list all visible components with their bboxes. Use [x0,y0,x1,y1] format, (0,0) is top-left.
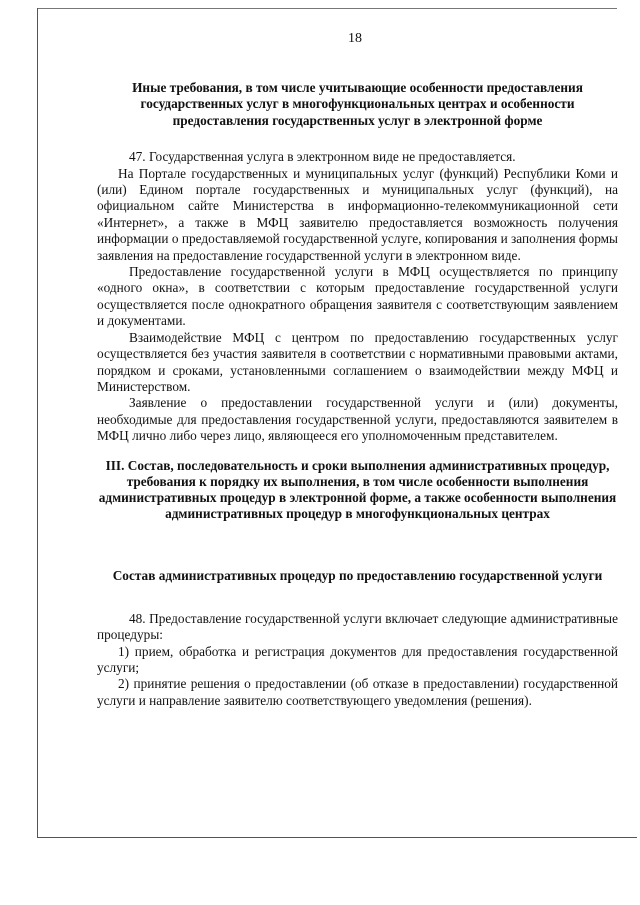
scan-border-bottom [37,837,637,838]
paragraph-one-window: Предоставление государственной услуги в МФЦ осуществляется по принципу «одного окна», в соответствии с которым предоставление государственной услуги осуществляется после однократного обращения заявителя с соответствующим заявлением и документами. [97,264,618,329]
list-item-2: 2) принятие решения о предоставлении (об отказе в предоставлении) государственной услуги и направление заявителю соответствующего уведомления (решения). [97,676,618,708]
chapter-heading: III. Состав, последовательность и сроки выполнения административных процедур, требования к порядку их выполнения, в том числе особенности выполнения административных процедур в электронной форме, а также особенности выполнения административных процедур в многофункциональных центрах [98,457,617,522]
scan-border-top [37,8,617,9]
paragraph-47: 47. Государственная услуга в электронном виде не предоставляется. [129,149,516,165]
subsection-heading: Состав административных процедур по предоставлению государственной услуги [112,568,603,584]
paragraph-interaction: Взаимодействие МФЦ с центром по предоставлению государственных услуг осуществляется без участия заявителя в соответствии с нормативными правовыми актами, порядком и сроками, установленными соглашением о взаимодействии между МФЦ и Министерством. [97,329,618,394]
section-heading: Иные требования, в том числе учитывающие особенности предоставления государственных услуг в многофункциональных центрах и особенности предоставления государственных услуг в электронной форме [132,80,583,128]
paragraph-portal: На Портале государственных и муниципальных услуг (функций) Республики Коми и (или) Едином портале государственных и муниципальных услуг (функций), на официальном сайте Министерства в информационно-телекоммуникационной сети «Интернет», а также в МФЦ заявителю предоставляется возможность получения информации о предоставляемой государственной услуге, копирования и заполнения формы заявления на предоставление государственной услуги в электронном виде. [97,165,618,263]
paragraph-48: 48. Предоставление государственной услуги включает следующие административные процедуры: [97,610,618,643]
document-body [97,80,618,709]
page-number: 18 [348,31,362,46]
scan-border-left [37,8,38,838]
paragraph-application: Заявление о предоставлении государственной услуги и (или) документы, необходимые для предоставления государственной услуги, предоставляются заявителем в МФЦ лично либо через лицо, являющееся его уполномоченным представителем. [97,395,618,444]
list-item-1: 1) прием, обработка и регистрация документов для предоставления государственной услуги; [97,643,618,675]
